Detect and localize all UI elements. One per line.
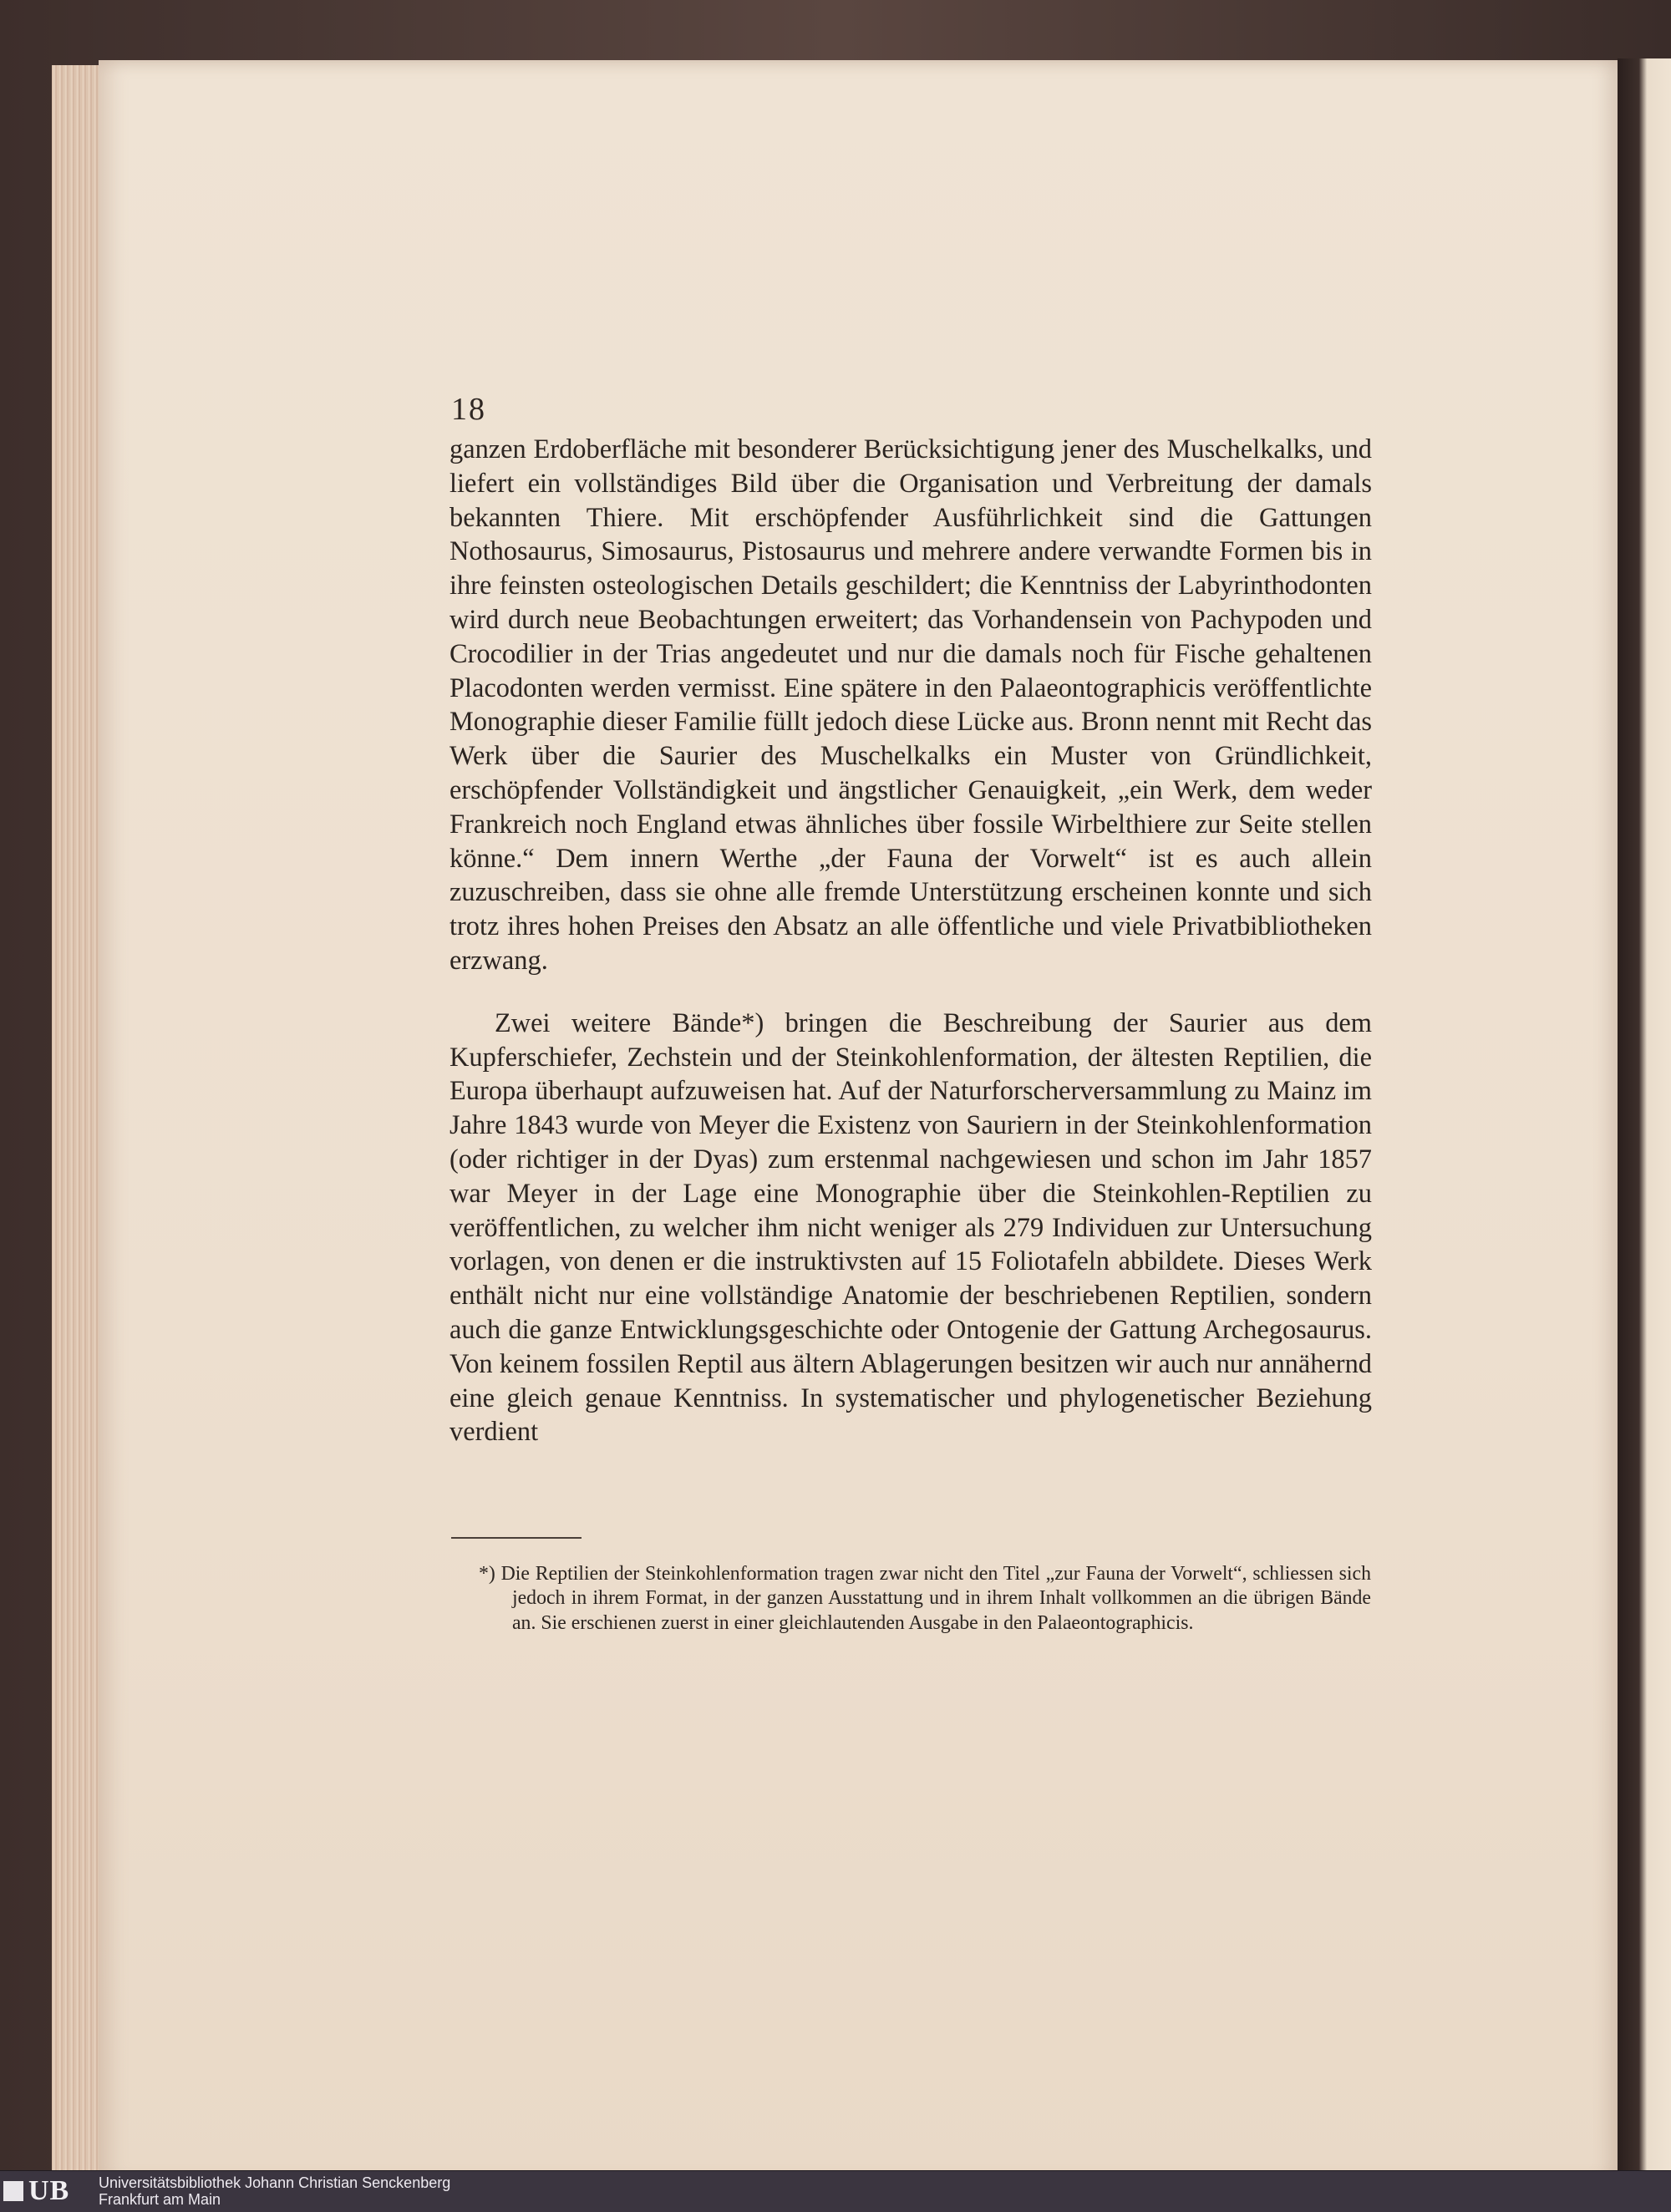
footnote-separator [451, 1537, 582, 1539]
footnote-text: *) Die Reptilien der Steinkohlenformation tragen zwar nicht den Titel „zur Fauna der Vorwelt“, schliessen sich jedoch in ihrem Format, in der ganzen Ausstattung und in ihrem Inhalt vollkommen an die übrigen Bände an. Sie erschienen zuerst in einer gleichlautenden Ausgabe in den Palaeontographicis. [479, 1563, 1371, 1634]
institution-line-1: Universitätsbibliothek Johann Christian Senckenberg [99, 2174, 451, 2191]
paragraph-2: Zwei weitere Bände*) bringen die Beschreibung der Saurier aus dem Kupferschiefer, Zechstein und der Steinkohlenformation, der ältesten Reptilien, die Europa überhaupt aufzuweisen hat. Auf der Naturforscherversammlung zu Mainz im Jahre 1843 wurde von Meyer die Existenz von Sauriern in der Steinkohlenformation (oder richtiger in der Dyas) zum erstenmal nachgewiesen und schon im Jahr 1857 war Meyer in der Lage eine Monographie über die Steinkohlen-Reptilien zu veröffentlichen, zu welcher ihm nicht weniger als 279 Individuen zur Untersuchung vorlagen, von denen er die instruktivsten auf 15 Foliotafeln abbildete. Dieses Werk enthält nicht nur eine vollständige Anatomie der beschriebenen Reptilien, sondern auch die ganze Entwicklungsgeschichte oder Ontogenie der Gattung Archegosaurus. Von keinem fossilen Reptil aus ältern Ablagerungen besitzen wir auch nur annähernd eine gleich genaue Kenntniss. In systematischer und phylogenetischer Beziehung verdient [449, 1007, 1372, 1448]
library-footer-bar [0, 2170, 1671, 2212]
body-text [449, 433, 1372, 1449]
footnote [479, 1562, 1371, 1636]
ub-logo [3, 2176, 94, 2206]
institution-name [99, 2174, 450, 2208]
paragraph-1: ganzen Erdoberfläche mit besonderer Berücksichtigung jener des Muschelkalks, und liefert ein vollständiges Bild über die Organisation und Verbreitung der damals bekannten Thiere. Mit erschöpfender Ausführlichkeit sind die Gattungen Nothosaurus, Simosaurus, Pistosaurus und mehrere andere verwandte Formen bis in ihre feinsten osteologischen Details geschildert; die Kenntniss der Labyrinthodonten wird durch neue Beobachtungen erweitert; das Vorhandensein von Pachypoden und Crocodilier in der Trias angedeutet und nur die damals noch für Fische gehaltenen Placodonten werden vermisst. Eine spätere in den Palaeontographicis veröffentlichte Monographie dieser Familie füllt jedoch diese Lücke aus. Bronn nennt mit Recht das Werk über die Saurier des Muschelkalks ein Muster von Gründlichkeit, erschöpfender Vollständigkeit und ängstlicher Genauigkeit, „ein Werk, dem weder Frankreich noch England etwas ähnliches über fossile Wirbelthiere zur Seite stellen könne.“ Dem innern Werthe „der Fauna der Vorwelt“ ist es auch allein zuzuschreiben, dass sie ohne alle fremde Unterstützung erscheinen konnte und sich trotz ihres hohen Preises den Absatz an alle öffentliche und viele Privatbibliotheken erzwang. [449, 434, 1372, 976]
adjacent-page-edge [1618, 58, 1671, 2184]
logo-square-icon [3, 2181, 23, 2201]
page-number: 18 [451, 392, 486, 427]
logo-text: UB [28, 2175, 70, 2206]
institution-line-2: Frankfurt am Main [99, 2191, 221, 2208]
